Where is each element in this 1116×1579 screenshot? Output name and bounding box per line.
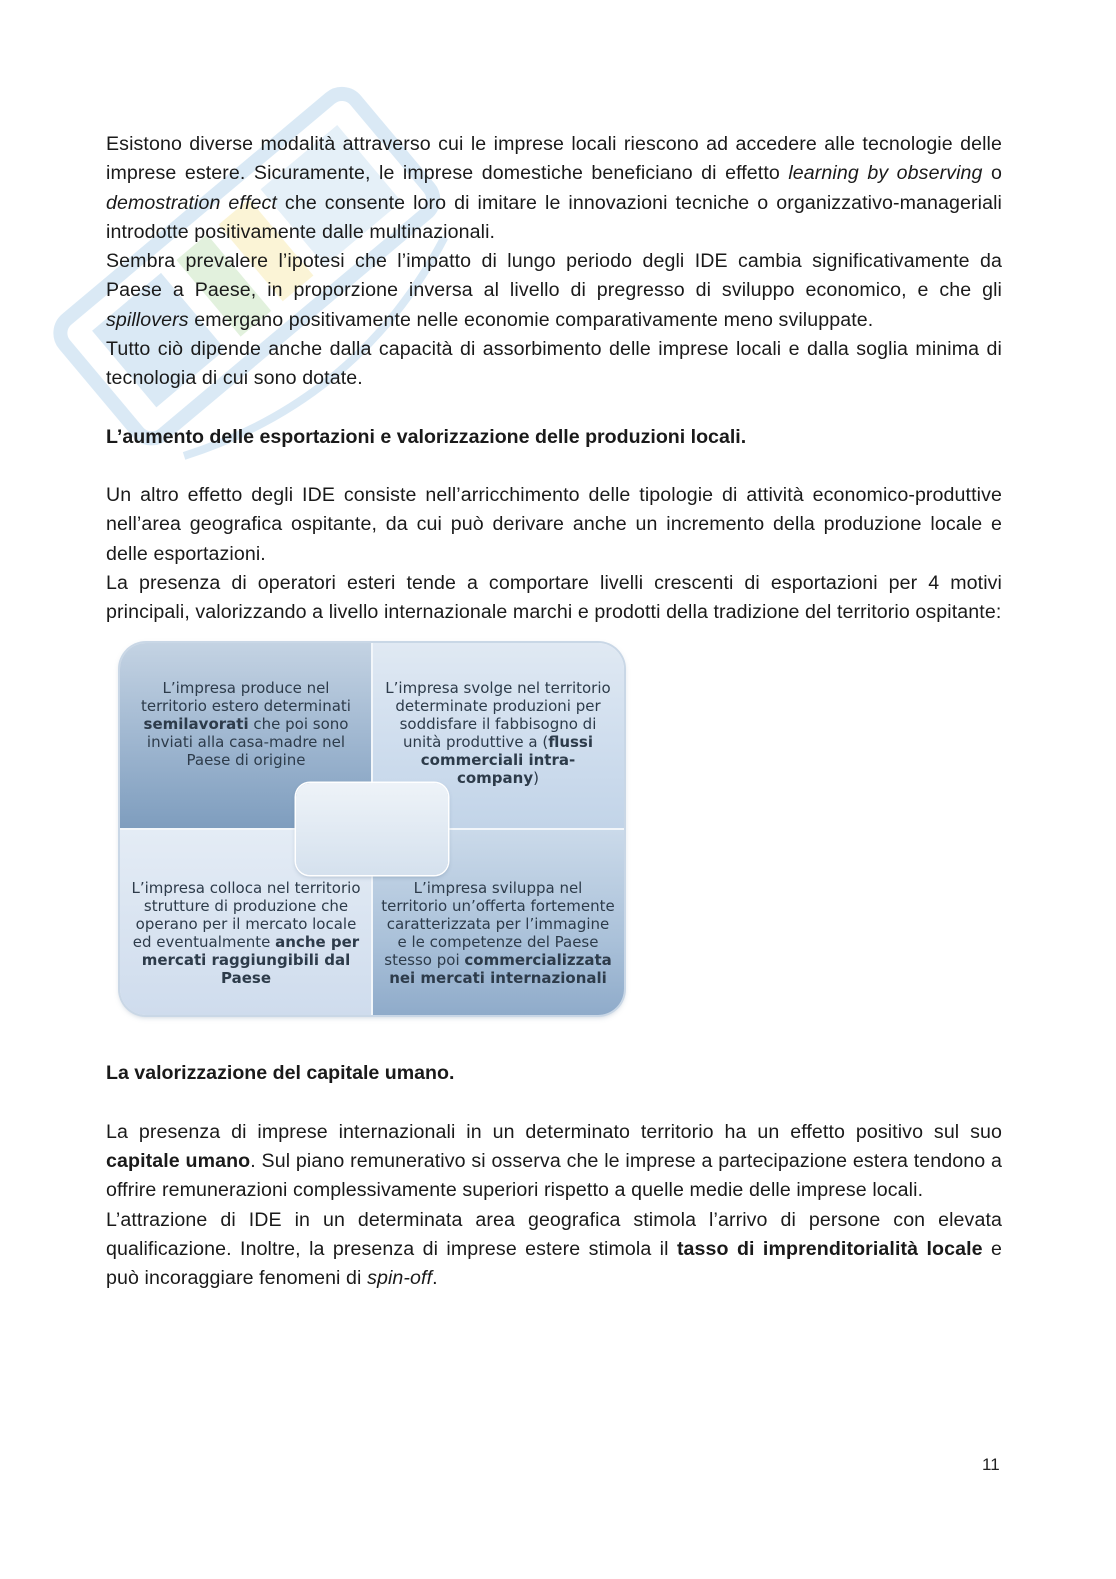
page-number: 11 xyxy=(982,1455,1000,1474)
diagram-center-box xyxy=(296,783,448,875)
diagram-quadrant-semilavorati: L’impresa produce nel territorio estero determinati semilavorati che poi sono inviati alla casa-madre nel Paese di origine xyxy=(120,643,372,829)
export-motives-diagram xyxy=(120,643,624,1015)
paragraph: La presenza di imprese internazionali in un determinato territorio ha un effetto positivo sul suo capitale umano. Sul piano remunerativo si osserva che le imprese a partecipazione estera tendono a offrire remunerazioni complessivamente superiori rispetto a quelle medie delle imprese locali. xyxy=(106,1120,1002,1202)
paragraph: Sembra prevalere l’ipotesi che l’impatto di lungo periodo degli IDE cambia significativamente da Paese a Paese, in proporzione inversa al livello di pregresso di sviluppo economico, e che gli spillovers emergano positivamente nelle economie comparativamente meno sviluppate. xyxy=(106,250,1002,331)
paragraph: L’attrazione di IDE in un determinata area geografica stimola l’arrivo di persone con elevata qualificazione. Inoltre, la presenza di imprese estere stimola il tasso di imprenditorialità locale e può incoraggiare fenomeni di spin-off. xyxy=(106,1208,1002,1290)
section-heading: La valorizzazione del capitale umano. xyxy=(106,1062,455,1085)
paragraph: Tutto ciò dipende anche dalla capacità di assorbimento delle imprese locali e dalla soglia minima di tecnologia di cui sono dotate. xyxy=(106,338,1002,390)
section-heading: L’aumento delle esportazioni e valorizzazione delle produzioni locali. xyxy=(106,425,747,448)
paragraph: Un altro effetto degli IDE consiste nell’arricchimento delle tipologie di attività economico-produttive nell’area geografica ospitante, da cui può derivare anche un incremento della produzione locale e delle esportazioni. xyxy=(106,483,1002,565)
page-content xyxy=(106,130,1002,1294)
diagram-quadrant-mercato-locale: L’impresa colloca nel territorio strutture di produzione che operano per il mercato locale ed eventualmente anche per mercati raggiungibili dal Paese xyxy=(120,829,372,1015)
paragraph: Esistono diverse modalità attraverso cui le imprese locali riescono ad accedere alle tecnologie delle imprese estere. Sicuramente, le imprese domestiche beneficiano di effetto learning by observing o demostration effect che consente loro di imitare le innovazioni tecniche o organizzativo-manageriali introdotte positivamente dalle multinazionali. xyxy=(106,133,1002,243)
paragraph: La presenza di operatori esteri tende a comportare livelli crescenti di esportazioni per 4 motivi principali, valorizzando a livello internazionale marchi e prodotti della tradizione del territorio ospitante: xyxy=(106,571,1002,624)
diagram-quadrant-intra-company: L’impresa svolge nel territorio determinate produzioni per soddisfare il fabbisogno di unità produttive a (flussi commerciali intra-company) xyxy=(372,643,624,829)
diagram-quadrant-mercati-internazionali: L’impresa sviluppa nel territorio un’offerta fortemente caratterizzata per l’immagine e le competenze del Paese stesso poi commercializzata nei mercati internazionali xyxy=(372,829,624,1015)
